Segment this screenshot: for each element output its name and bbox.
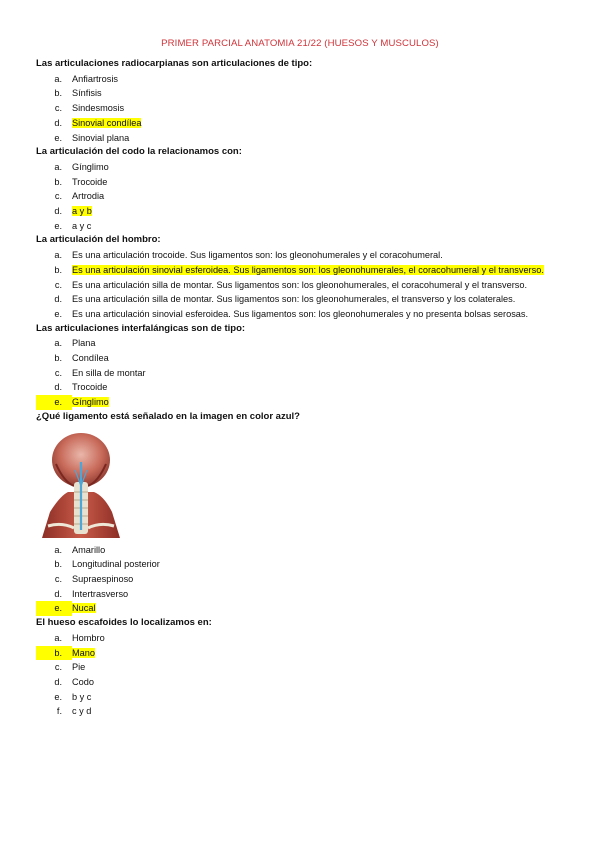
option-text: [72, 116, 566, 131]
option-e: [36, 307, 566, 322]
option-text: [72, 395, 566, 410]
question-text: La articulación del hombro:: [36, 234, 161, 246]
option-letter: c.: [54, 573, 62, 584]
option-b: [36, 351, 566, 366]
question-text: Las articulaciones radiocarpianas son articulaciones de tipo:: [36, 58, 313, 69]
question-3: [36, 233, 566, 321]
option-text: Es una articulación silla de montar. Sus ligamentos son: los gleonohumerales, el coracohumeral y el transverso.: [72, 279, 528, 290]
option-b: [36, 175, 566, 190]
option-letter: b.: [54, 176, 62, 187]
answer-highlight: Nucal: [72, 603, 96, 614]
option-letter: c.: [54, 279, 62, 290]
question-text: La articulación del codo la relacionamos con:: [36, 146, 242, 158]
option-text: Artrodia: [72, 191, 105, 202]
option-letter: b.: [54, 353, 62, 364]
option-d: [36, 587, 566, 602]
option-d-correct: [36, 116, 566, 131]
option-text: Intertrasverso: [72, 588, 129, 599]
neck-anatomy-figure: [38, 430, 124, 540]
option-letter: b.: [54, 264, 62, 275]
option-b-correct: [36, 646, 566, 661]
option-letter: c.: [54, 191, 62, 202]
option-text: Condílea: [72, 353, 109, 364]
option-text: Codo: [72, 676, 94, 687]
option-letter: a.: [54, 250, 62, 261]
option-text: Trocoide: [72, 176, 108, 187]
option-letter: a.: [54, 161, 62, 172]
option-a: [36, 336, 566, 351]
question-text: Las articulaciones interfalángicas son de tipo:: [36, 322, 246, 334]
option-e: [36, 690, 566, 705]
option-letter: e.: [54, 132, 62, 143]
option-letter: a.: [54, 544, 62, 555]
option-letter: d.: [54, 382, 62, 393]
question-4: [36, 322, 566, 410]
option-text: Plana: [72, 338, 96, 349]
option-letter: e.: [36, 395, 72, 410]
option-d: [36, 292, 566, 307]
option-letter: e.: [54, 220, 62, 231]
option-a: [36, 160, 566, 175]
option-letter: d.: [54, 676, 62, 687]
option-text: [72, 601, 566, 616]
option-letter: e.: [54, 691, 62, 702]
question-1: [36, 57, 566, 145]
option-text: [72, 646, 566, 661]
option-c: [36, 366, 566, 381]
option-a: [36, 631, 566, 646]
option-list: [36, 336, 566, 410]
option-text: Gínglimo: [72, 161, 109, 172]
option-b: [36, 86, 566, 101]
option-text: Supraespinoso: [72, 573, 134, 584]
option-text: a y c: [72, 220, 92, 231]
option-list: [36, 72, 566, 146]
exam-content: [36, 57, 566, 719]
option-text: Sindesmosis: [72, 103, 125, 114]
option-list: [36, 248, 566, 322]
option-text: Sínfisis: [72, 88, 102, 99]
question-text: ¿Qué ligamento está señalado en la imagen en color azul?: [36, 410, 300, 422]
option-text: [72, 263, 566, 278]
option-c: [36, 101, 566, 116]
question-6: [36, 616, 566, 719]
answer-highlight: Sinovial condílea: [72, 117, 142, 128]
option-letter: a.: [54, 338, 62, 349]
option-letter: a.: [54, 73, 62, 84]
option-text: Sinovial plana: [72, 132, 130, 143]
option-e-correct: [36, 395, 566, 410]
option-a: [36, 72, 566, 87]
option-text: Longitudinal posterior: [72, 559, 160, 570]
option-letter: d.: [54, 206, 62, 217]
option-list: [36, 160, 566, 234]
option-text: Trocoide: [72, 382, 108, 393]
option-letter: a.: [54, 632, 62, 643]
option-text: Es una articulación sinovial esferoidea. Sus ligamentos son: los gleonohumerales y no presenta bolsas serosas.: [72, 308, 529, 319]
option-text: Es una articulación silla de montar. Sus ligamentos son: los gleonohumerales, el transverso y los colaterales.: [72, 294, 516, 305]
option-f: [36, 704, 566, 719]
answer-highlight: a y b: [72, 206, 92, 217]
answer-highlight: Gínglimo: [72, 397, 109, 408]
option-c: [36, 278, 566, 293]
option-b: [36, 557, 566, 572]
option-text: Amarillo: [72, 544, 106, 555]
option-list: [36, 543, 566, 617]
option-a: [36, 248, 566, 263]
option-letter: f.: [56, 706, 62, 717]
option-b-correct: [36, 263, 566, 278]
option-text: c y d: [72, 706, 92, 717]
option-text: Es una articulación trocoide. Sus ligamentos son: los gleonohumerales y el coracohumeral.: [72, 250, 443, 261]
question-text: El hueso escafoides lo localizamos en:: [36, 617, 212, 629]
option-text: Pie: [72, 662, 86, 673]
option-d-correct: [36, 204, 566, 219]
option-d: [36, 675, 566, 690]
option-letter: e.: [54, 308, 62, 319]
option-text: Anfiartrosis: [72, 73, 118, 84]
option-e: [36, 131, 566, 146]
option-c: [36, 660, 566, 675]
option-list: [36, 631, 566, 719]
option-letter: b.: [36, 646, 72, 661]
option-text: [72, 204, 566, 219]
question-5: [36, 410, 566, 616]
option-letter: d.: [54, 294, 62, 305]
answer-highlight: Es una articulación sinovial esferoidea. Sus ligamentos son: los gleonohumerales, el coracohumeral y el transverso.: [72, 264, 544, 275]
option-letter: b.: [54, 88, 62, 99]
answer-highlight: Mano: [72, 647, 95, 658]
option-e-correct: [36, 601, 566, 616]
option-c: [36, 189, 566, 204]
document-title: PRIMER PARCIAL ANATOMIA 21/22 (HUESOS Y MUSCULOS): [161, 38, 439, 49]
option-letter: d.: [54, 588, 62, 599]
option-c: [36, 572, 566, 587]
option-letter: b.: [54, 559, 62, 570]
option-letter: c.: [54, 103, 62, 114]
option-letter: c.: [54, 367, 62, 378]
option-letter: c.: [54, 662, 62, 673]
option-a: [36, 543, 566, 558]
option-letter: d.: [54, 117, 62, 128]
option-e: [36, 219, 566, 234]
option-text: Hombro: [72, 632, 105, 643]
option-d: [36, 380, 566, 395]
question-2: [36, 145, 566, 233]
option-text: En silla de montar: [72, 367, 146, 378]
option-text: b y c: [72, 691, 92, 702]
option-letter: e.: [36, 601, 72, 616]
head-neck-illustration: [38, 430, 124, 540]
